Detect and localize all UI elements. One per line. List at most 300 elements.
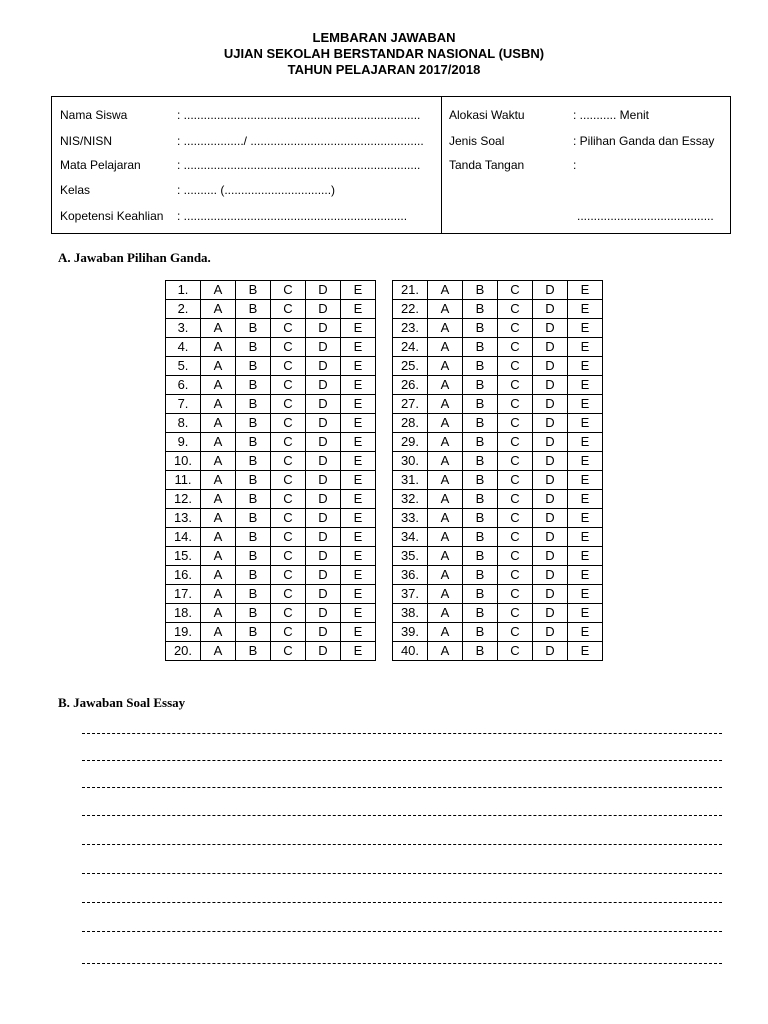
answer-option-b[interactable]: B [463, 585, 498, 604]
answer-option-e[interactable]: E [341, 471, 376, 490]
question-number: 35. [393, 547, 428, 566]
question-number: 32. [393, 490, 428, 509]
title-line-3: TAHUN PELAJARAN 2017/2018 [287, 62, 481, 77]
answer-option-b[interactable]: B [463, 566, 498, 585]
answer-option-b[interactable]: B [463, 395, 498, 414]
answer-option-b[interactable]: B [463, 433, 498, 452]
answer-option-d[interactable]: D [533, 623, 568, 642]
answer-option-b[interactable]: B [463, 281, 498, 300]
answer-option-a[interactable]: A [428, 566, 463, 585]
answer-option-b[interactable]: B [236, 547, 271, 566]
answer-option-e[interactable]: E [568, 490, 603, 509]
answer-option-a[interactable]: A [201, 281, 236, 300]
question-number: 19. [166, 623, 201, 642]
essay-answer-line[interactable] [82, 931, 722, 932]
answer-option-c[interactable]: C [271, 338, 306, 357]
answer-option-c[interactable]: C [271, 433, 306, 452]
answer-option-a[interactable]: A [428, 376, 463, 395]
answer-option-e[interactable]: E [568, 547, 603, 566]
answer-option-c[interactable]: C [498, 528, 533, 547]
answer-option-b[interactable]: B [463, 623, 498, 642]
answer-option-a[interactable]: A [428, 338, 463, 357]
field-value[interactable]: : ....................................................................... [177, 158, 421, 172]
answer-option-b[interactable]: B [236, 414, 271, 433]
answer-option-e[interactable]: E [341, 433, 376, 452]
answer-option-b[interactable]: B [236, 471, 271, 490]
answer-option-b[interactable]: B [236, 395, 271, 414]
answer-option-c[interactable]: C [498, 471, 533, 490]
field-label: Nama Siswa [60, 108, 128, 122]
answer-option-c[interactable]: C [498, 319, 533, 338]
field-label: Jenis Soal [449, 134, 505, 148]
answer-option-d[interactable]: D [533, 490, 568, 509]
answer-row [166, 566, 376, 585]
question-number: 18. [166, 604, 201, 623]
question-number: 37. [393, 585, 428, 604]
answer-option-a[interactable]: A [201, 433, 236, 452]
answer-option-e[interactable]: E [341, 490, 376, 509]
answer-option-d[interactable]: D [533, 357, 568, 376]
answer-row [393, 471, 603, 490]
answer-option-d[interactable]: D [306, 528, 341, 547]
answer-option-e[interactable]: E [568, 528, 603, 547]
answer-option-a[interactable]: A [201, 623, 236, 642]
answer-option-a[interactable]: A [201, 566, 236, 585]
answer-option-a[interactable]: A [201, 528, 236, 547]
answer-option-e[interactable]: E [341, 452, 376, 471]
answer-row [166, 642, 376, 661]
answer-option-e[interactable]: E [341, 319, 376, 338]
field-value[interactable]: : ................................................................... [177, 209, 408, 223]
answer-option-a[interactable]: A [428, 300, 463, 319]
answer-option-c[interactable]: C [271, 357, 306, 376]
identity-box [51, 96, 731, 234]
question-number: 26. [393, 376, 428, 395]
answer-option-c[interactable]: C [498, 395, 533, 414]
answer-option-c[interactable]: C [271, 604, 306, 623]
answer-option-c[interactable]: C [498, 490, 533, 509]
answer-option-b[interactable]: B [463, 528, 498, 547]
answer-option-b[interactable]: B [236, 585, 271, 604]
answer-option-e[interactable]: E [568, 395, 603, 414]
answer-option-d[interactable]: D [306, 585, 341, 604]
answer-option-a[interactable]: A [428, 547, 463, 566]
question-number: 22. [393, 300, 428, 319]
answer-option-e[interactable]: E [568, 623, 603, 642]
answer-option-d[interactable]: D [533, 547, 568, 566]
answer-option-c[interactable]: C [271, 509, 306, 528]
answer-option-b[interactable]: B [463, 471, 498, 490]
answer-option-d[interactable]: D [306, 395, 341, 414]
answer-option-d[interactable]: D [306, 338, 341, 357]
answer-row [166, 490, 376, 509]
answer-option-d[interactable]: D [306, 376, 341, 395]
answer-row [393, 585, 603, 604]
answer-option-e[interactable]: E [341, 357, 376, 376]
answer-option-b[interactable]: B [236, 281, 271, 300]
answer-option-a[interactable]: A [201, 509, 236, 528]
answer-row [166, 547, 376, 566]
answer-option-c[interactable]: C [271, 642, 306, 661]
answer-option-d[interactable]: D [533, 300, 568, 319]
answer-option-c[interactable]: C [498, 376, 533, 395]
question-number: 6. [166, 376, 201, 395]
answer-option-e[interactable]: E [568, 281, 603, 300]
answer-option-c[interactable]: C [271, 566, 306, 585]
answer-row [393, 338, 603, 357]
answer-option-b[interactable]: B [236, 376, 271, 395]
essay-answer-line[interactable] [82, 733, 722, 734]
answer-option-d[interactable]: D [306, 566, 341, 585]
answer-option-b[interactable]: B [236, 623, 271, 642]
field-value[interactable]: : ....................................................................... [177, 108, 421, 122]
answer-row [166, 452, 376, 471]
answer-row [393, 509, 603, 528]
answer-option-d[interactable]: D [306, 433, 341, 452]
answer-row [166, 433, 376, 452]
field-value: : [573, 158, 577, 172]
question-number: 3. [166, 319, 201, 338]
question-number: 40. [393, 642, 428, 661]
answer-option-b[interactable]: B [236, 604, 271, 623]
question-number: 4. [166, 338, 201, 357]
answer-option-e[interactable]: E [568, 642, 603, 661]
answer-row [166, 528, 376, 547]
question-number: 11. [166, 471, 201, 490]
field-label: Kopetensi Keahlian [60, 209, 164, 223]
answer-row [393, 490, 603, 509]
answer-option-a[interactable]: A [201, 547, 236, 566]
question-number: 39. [393, 623, 428, 642]
answer-option-b[interactable]: B [236, 433, 271, 452]
question-number: 14. [166, 528, 201, 547]
answer-option-b[interactable]: B [236, 490, 271, 509]
answer-option-e[interactable]: E [341, 414, 376, 433]
answer-row [393, 376, 603, 395]
page-title [0, 30, 768, 78]
answer-option-a[interactable]: A [428, 642, 463, 661]
answer-option-b[interactable]: B [463, 319, 498, 338]
answer-option-c[interactable]: C [271, 490, 306, 509]
answer-option-a[interactable]: A [428, 528, 463, 547]
question-number: 28. [393, 414, 428, 433]
answer-option-e[interactable]: E [568, 585, 603, 604]
answer-option-e[interactable]: E [568, 566, 603, 585]
answer-option-b[interactable]: B [463, 509, 498, 528]
question-number: 2. [166, 300, 201, 319]
answer-option-d[interactable]: D [533, 433, 568, 452]
answer-option-a[interactable]: A [201, 642, 236, 661]
answer-option-d[interactable]: D [306, 604, 341, 623]
answer-option-b[interactable]: B [463, 642, 498, 661]
answer-table-21-40 [392, 280, 603, 661]
answer-option-a[interactable]: A [428, 452, 463, 471]
answer-table-1-20 [165, 280, 376, 661]
question-number: 23. [393, 319, 428, 338]
answer-option-d[interactable]: D [306, 547, 341, 566]
answer-option-e[interactable]: E [568, 604, 603, 623]
answer-row [166, 357, 376, 376]
answer-option-c[interactable]: C [498, 585, 533, 604]
question-number: 15. [166, 547, 201, 566]
answer-option-c[interactable]: C [271, 319, 306, 338]
answer-row [166, 585, 376, 604]
essay-answer-line[interactable] [82, 760, 722, 761]
answer-option-c[interactable]: C [498, 338, 533, 357]
question-number: 5. [166, 357, 201, 376]
answer-option-e[interactable]: E [341, 547, 376, 566]
answer-option-a[interactable]: A [201, 357, 236, 376]
answer-row [166, 319, 376, 338]
field-value[interactable]: : ........... Menit [573, 108, 650, 122]
question-number: 16. [166, 566, 201, 585]
answer-option-e[interactable]: E [568, 414, 603, 433]
answer-row [393, 319, 603, 338]
question-number: 27. [393, 395, 428, 414]
answer-option-b[interactable]: B [236, 566, 271, 585]
answer-option-d[interactable]: D [306, 357, 341, 376]
answer-option-e[interactable]: E [341, 528, 376, 547]
answer-row [393, 604, 603, 623]
answer-option-d[interactable]: D [306, 471, 341, 490]
question-number: 21. [393, 281, 428, 300]
answer-option-e[interactable]: E [341, 604, 376, 623]
answer-option-d[interactable]: D [533, 338, 568, 357]
answer-option-d[interactable]: D [533, 642, 568, 661]
answer-row [393, 395, 603, 414]
answer-option-b[interactable]: B [463, 604, 498, 623]
answer-option-c[interactable]: C [271, 528, 306, 547]
field-value[interactable]: : .......... (................................) [177, 183, 336, 197]
answer-option-e[interactable]: E [341, 566, 376, 585]
essay-answer-line[interactable] [82, 902, 722, 903]
answer-option-b[interactable]: B [463, 376, 498, 395]
answer-option-c[interactable]: C [271, 585, 306, 604]
signature-dots[interactable]: ......................................... [577, 209, 714, 223]
answer-option-a[interactable]: A [428, 433, 463, 452]
answer-option-a[interactable]: A [428, 585, 463, 604]
answer-option-e[interactable]: E [341, 281, 376, 300]
answer-option-d[interactable]: D [533, 471, 568, 490]
answer-row [393, 566, 603, 585]
answer-option-a[interactable]: A [428, 623, 463, 642]
answer-option-a[interactable]: A [428, 490, 463, 509]
answer-option-e[interactable]: E [341, 642, 376, 661]
answer-option-c[interactable]: C [271, 376, 306, 395]
answer-option-e[interactable]: E [568, 433, 603, 452]
field-label: NIS/NISN [60, 134, 113, 148]
answer-option-e[interactable]: E [568, 452, 603, 471]
essay-answer-line[interactable] [82, 815, 722, 816]
answer-option-c[interactable]: C [498, 452, 533, 471]
answer-option-b[interactable]: B [236, 319, 271, 338]
answer-option-e[interactable]: E [568, 300, 603, 319]
question-number: 9. [166, 433, 201, 452]
answer-option-c[interactable]: C [271, 452, 306, 471]
answer-option-a[interactable]: A [201, 452, 236, 471]
field-value[interactable]: : ................../ .................................................... [177, 134, 424, 148]
answer-option-c[interactable]: C [498, 433, 533, 452]
answer-option-b[interactable]: B [463, 452, 498, 471]
signature-line[interactable] [577, 209, 714, 223]
answer-option-a[interactable]: A [201, 395, 236, 414]
answer-option-b[interactable]: B [236, 528, 271, 547]
answer-option-c[interactable]: C [271, 300, 306, 319]
answer-row [166, 300, 376, 319]
answer-option-e[interactable]: E [568, 319, 603, 338]
answer-option-c[interactable]: C [271, 281, 306, 300]
question-number: 24. [393, 338, 428, 357]
answer-row [166, 338, 376, 357]
answer-option-e[interactable]: E [341, 585, 376, 604]
essay-answer-line[interactable] [82, 963, 722, 964]
answer-option-c[interactable]: C [498, 509, 533, 528]
answer-option-a[interactable]: A [201, 604, 236, 623]
answer-option-c[interactable]: C [498, 604, 533, 623]
answer-option-d[interactable]: D [533, 452, 568, 471]
answer-row [393, 642, 603, 661]
answer-option-e[interactable]: E [341, 623, 376, 642]
essay-answer-line[interactable] [82, 787, 722, 788]
answer-option-a[interactable]: A [201, 414, 236, 433]
answer-option-d[interactable]: D [533, 281, 568, 300]
answer-option-b[interactable]: B [463, 490, 498, 509]
answer-option-a[interactable]: A [428, 471, 463, 490]
answer-option-d[interactable]: D [306, 509, 341, 528]
answer-row [166, 623, 376, 642]
answer-option-b[interactable]: B [463, 357, 498, 376]
answer-option-a[interactable]: A [201, 300, 236, 319]
section-b-heading: B. Jawaban Soal Essay [58, 695, 186, 710]
question-number: 7. [166, 395, 201, 414]
answer-option-d[interactable]: D [533, 585, 568, 604]
answer-option-b[interactable]: B [463, 547, 498, 566]
answer-option-b[interactable]: B [236, 509, 271, 528]
question-number: 29. [393, 433, 428, 452]
answer-option-d[interactable]: D [306, 642, 341, 661]
answer-option-a[interactable]: A [428, 281, 463, 300]
answer-option-b[interactable]: B [463, 300, 498, 319]
answer-option-e[interactable]: E [341, 300, 376, 319]
answer-row [393, 414, 603, 433]
answer-option-c[interactable]: C [271, 471, 306, 490]
answer-option-c[interactable]: C [498, 623, 533, 642]
answer-option-e[interactable]: E [341, 395, 376, 414]
answer-option-c[interactable]: C [498, 281, 533, 300]
answer-option-c[interactable]: C [498, 566, 533, 585]
answer-row [393, 357, 603, 376]
answer-row [166, 281, 376, 300]
answer-option-b[interactable]: B [463, 414, 498, 433]
question-number: 38. [393, 604, 428, 623]
section-a-heading: A. Jawaban Pilihan Ganda. [58, 250, 211, 265]
answer-option-a[interactable]: A [428, 395, 463, 414]
question-number: 12. [166, 490, 201, 509]
answer-option-a[interactable]: A [428, 604, 463, 623]
answer-option-a[interactable]: A [201, 490, 236, 509]
answer-option-a[interactable]: A [428, 357, 463, 376]
question-number: 17. [166, 585, 201, 604]
answer-option-c[interactable]: C [498, 357, 533, 376]
essay-answer-line[interactable] [82, 844, 722, 845]
title-line-1: LEMBARAN JAWABAN [312, 30, 456, 45]
answer-option-b[interactable]: B [236, 642, 271, 661]
question-number: 36. [393, 566, 428, 585]
answer-option-d[interactable]: D [306, 281, 341, 300]
answer-option-d[interactable]: D [533, 395, 568, 414]
answer-option-a[interactable]: A [201, 585, 236, 604]
answer-option-d[interactable]: D [306, 490, 341, 509]
answer-row [166, 471, 376, 490]
answer-option-e[interactable]: E [341, 376, 376, 395]
question-number: 33. [393, 509, 428, 528]
field-label: Kelas [60, 183, 91, 197]
question-number: 34. [393, 528, 428, 547]
answer-option-d[interactable]: D [306, 623, 341, 642]
answer-option-e[interactable]: E [341, 509, 376, 528]
answer-option-a[interactable]: A [428, 319, 463, 338]
answer-option-c[interactable]: C [498, 547, 533, 566]
answer-option-d[interactable]: D [533, 566, 568, 585]
answer-row [393, 433, 603, 452]
answer-row [393, 528, 603, 547]
field-label: Alokasi Waktu [449, 108, 525, 122]
answer-option-c[interactable]: C [271, 547, 306, 566]
answer-option-c[interactable]: C [498, 414, 533, 433]
answer-option-e[interactable]: E [568, 376, 603, 395]
answer-option-c[interactable]: C [498, 300, 533, 319]
field-value: : Pilihan Ganda dan Essay [573, 134, 715, 148]
essay-answer-line[interactable] [82, 873, 722, 874]
answer-option-d[interactable]: D [533, 319, 568, 338]
answer-option-c[interactable]: C [271, 414, 306, 433]
answer-option-d[interactable]: D [533, 528, 568, 547]
answer-option-a[interactable]: A [428, 414, 463, 433]
answer-option-b[interactable]: B [236, 300, 271, 319]
answer-option-b[interactable]: B [236, 338, 271, 357]
answer-row [166, 509, 376, 528]
answer-option-d[interactable]: D [533, 604, 568, 623]
answer-option-a[interactable]: A [201, 338, 236, 357]
answer-option-b[interactable]: B [463, 338, 498, 357]
answer-option-e[interactable]: E [568, 471, 603, 490]
answer-option-a[interactable]: A [201, 319, 236, 338]
answer-row [166, 604, 376, 623]
answer-option-c[interactable]: C [498, 642, 533, 661]
answer-option-d[interactable]: D [306, 319, 341, 338]
answer-option-d[interactable]: D [306, 414, 341, 433]
answer-option-c[interactable]: C [271, 623, 306, 642]
answer-option-d[interactable]: D [533, 376, 568, 395]
answer-option-b[interactable]: B [236, 452, 271, 471]
question-number: 20. [166, 642, 201, 661]
answer-option-c[interactable]: C [271, 395, 306, 414]
answer-option-d[interactable]: D [533, 509, 568, 528]
question-number: 25. [393, 357, 428, 376]
answer-row [393, 547, 603, 566]
answer-option-e[interactable]: E [341, 338, 376, 357]
answer-option-a[interactable]: A [201, 471, 236, 490]
answer-option-e[interactable]: E [568, 338, 603, 357]
answer-option-a[interactable]: A [201, 376, 236, 395]
answer-option-d[interactable]: D [533, 414, 568, 433]
answer-option-e[interactable]: E [568, 357, 603, 376]
answer-option-e[interactable]: E [568, 509, 603, 528]
answer-option-b[interactable]: B [236, 357, 271, 376]
answer-option-a[interactable]: A [428, 509, 463, 528]
answer-option-d[interactable]: D [306, 452, 341, 471]
answer-option-d[interactable]: D [306, 300, 341, 319]
